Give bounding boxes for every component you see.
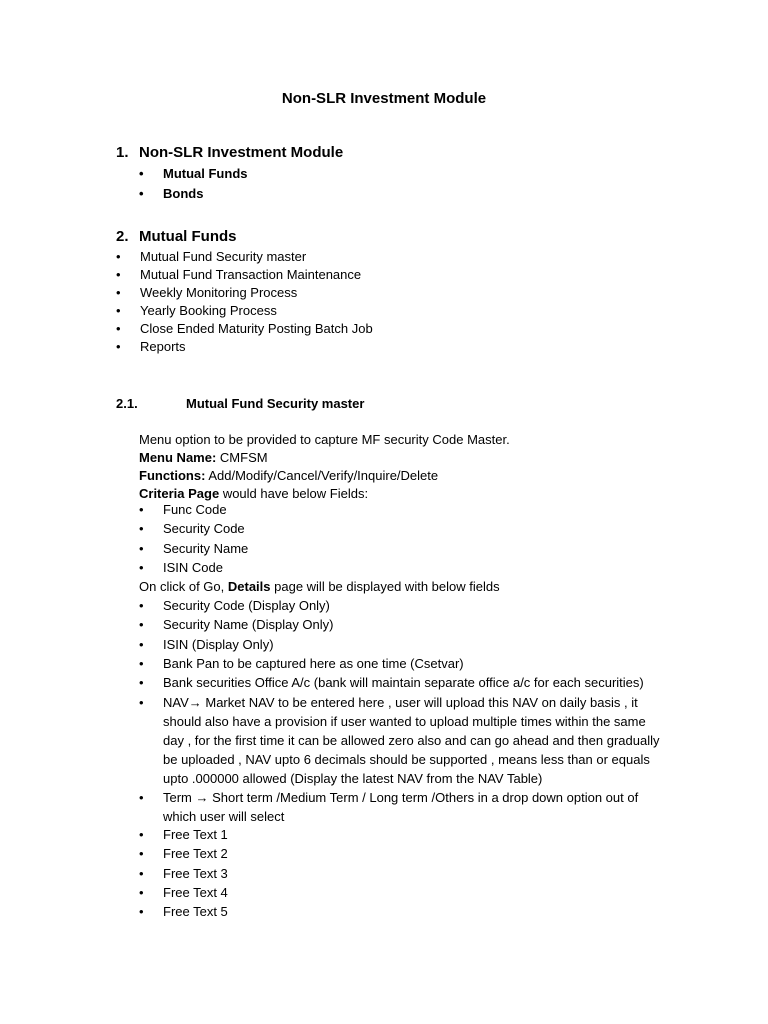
functions-line <box>139 467 679 485</box>
list-item: • Free Text 1 <box>139 826 228 845</box>
list-item: • Security Name (Display Only) <box>139 616 679 635</box>
go-click-text <box>139 578 679 596</box>
section-1-number: 1. <box>116 144 129 161</box>
mutual-funds-list <box>116 248 373 356</box>
list-item: • Mutual Fund Security master <box>116 248 373 266</box>
go-click-bold: Details <box>227 579 271 594</box>
list-item: • Mutual Fund Transaction Maintenance <box>116 266 373 284</box>
section-1-title: Non-SLR Investment Module <box>139 144 344 161</box>
go-click-prefix: On click of Go, <box>139 579 228 594</box>
list-item: • Free Text 5 <box>139 903 228 922</box>
go-click-suffix: page will be displayed with below fields <box>270 579 500 594</box>
term-item: • Term → Short term /Medium Term / Long term /Others in a drop down option out of which user will select <box>139 788 663 826</box>
go-click-line <box>139 578 679 596</box>
list-item: • Bonds <box>139 185 248 205</box>
list-item: • Bank securities Office A/c (bank will maintain separate office a/c for each securities) <box>139 674 679 693</box>
details-fields-list <box>139 597 679 826</box>
list-item: • ISIN Code <box>139 559 248 578</box>
list-item: • Security Code <box>139 520 248 539</box>
list-item: • Bank Pan to be captured here as one time (Csetvar) <box>139 655 679 674</box>
document-title: Non-SLR Investment Module <box>281 90 487 107</box>
nav-item: • NAV→ Market NAV to be entered here , user will upload this NAV on daily basis , it should also have a provision if user wanted to upload multiple times within the same day , for the first time it can be allowed zero also and can go ahead and then gradually be uploaded , NAV upto 6 decimals should be supported , means less than or equals upto .000000 allowed (Display the latest NAV from the NAV Table) <box>139 693 663 788</box>
section-1-heading <box>116 143 343 163</box>
section-2-heading <box>116 227 237 247</box>
list-item: • Free Text 3 <box>139 865 228 884</box>
section-2-1-number: 2.1. <box>116 396 138 411</box>
free-text-list <box>139 826 228 922</box>
section-2-1-title: Mutual Fund Security master <box>186 396 365 411</box>
list-item: • Mutual Funds <box>139 165 248 185</box>
list-item: • Security Code (Display Only) <box>139 597 679 616</box>
menu-name-value: CMFSM <box>216 450 268 465</box>
list-item: • Weekly Monitoring Process <box>116 284 373 302</box>
criteria-value: would have below Fields: <box>219 486 369 501</box>
section-2-1-intro <box>139 431 679 503</box>
criteria-fields-list <box>139 501 248 578</box>
intro-text: Menu option to be provided to capture MF security Code Master. <box>139 432 510 447</box>
list-item: • Yearly Booking Process <box>116 302 373 320</box>
module-list <box>139 165 248 205</box>
list-item: • ISIN (Display Only) <box>139 636 679 655</box>
list-item: • Security Name <box>139 540 248 559</box>
menu-name-label: Menu Name: <box>139 450 217 465</box>
section-2-title: Mutual Funds <box>139 228 237 245</box>
section-2-1-heading <box>116 395 364 413</box>
list-item: • Free Text 4 <box>139 884 228 903</box>
list-item: • Free Text 2 <box>139 845 228 864</box>
list-item: • Func Code <box>139 501 248 520</box>
list-item: • Close Ended Maturity Posting Batch Job <box>116 320 373 338</box>
menu-name-line <box>139 449 679 467</box>
functions-value: Add/Modify/Cancel/Verify/Inquire/Delete <box>205 468 439 483</box>
section-2-number: 2. <box>116 228 129 245</box>
functions-label: Functions: <box>139 468 206 483</box>
criteria-label: Criteria Page <box>139 486 220 501</box>
list-item: • Reports <box>116 338 373 356</box>
